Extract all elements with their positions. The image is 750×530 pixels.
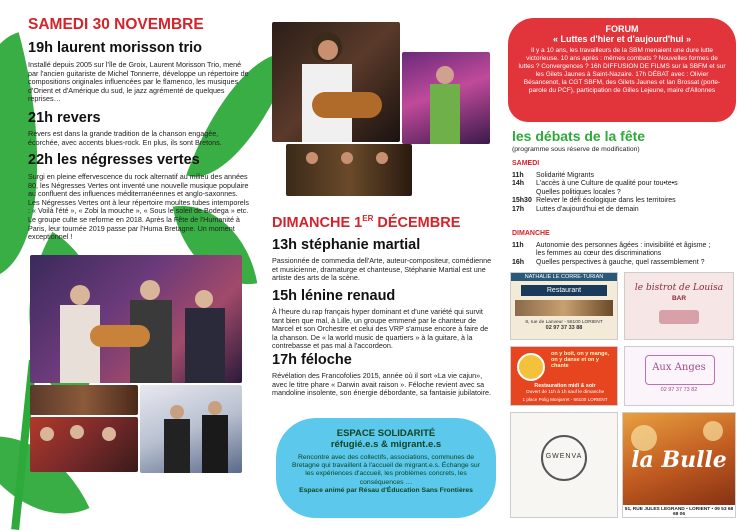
forum-kicker: FORUM (605, 24, 639, 34)
debats-samedi-label: SAMEDI (512, 160, 540, 167)
photo-negresses-vertes-stage (140, 385, 242, 473)
act-description: Révélation des Francofolies 2015, année où il sort «La vie cajun», avec le titre phare « Darwin avait raison ». Féloche revient avec sa mandoline insolente, son énergie débordante, sa fantaisie jubilatoire. (272, 371, 491, 398)
act-description: À l'heure du rap français hyper dominant et d'une variété qui survit tant bien que mal, à Lille, un groupe emmené par le chanteur de Marcel et son Orchestre et celui des VRP s'amuse encore à faire de la chanson. De « la world music de quartiers » à la guitare, à la contrebasse et pas mal à l'accordeon. (272, 307, 489, 351)
act-title: 15h lénine renaud (272, 288, 396, 304)
photo-lenine-renaud (286, 144, 412, 196)
debats-subtitle: (programme sous réserve de modification) (512, 146, 640, 153)
ad-bistrot-de-louisa: le bistrot de Louisa BAR (624, 272, 734, 340)
forum-title: « Luttes d'hier et d'aujourd'hui » (553, 34, 691, 44)
debat-row: 14h L'accès à une Culture de qualité pour tou•te•s (512, 180, 678, 188)
debat-row: les femmes au cœur des discriminations (536, 250, 662, 258)
act-description: Installé depuis 2005 sur l'île de Groix, Laurent Morisson Trio, mené par l'ancien guitariste de Michel Tonnerre, développe un répertoire de compositions originales influencées par le flamenco, les musiques d'Orient et d'Amérique du sud, le jazz agrémenté de quelques reprises… (28, 60, 249, 104)
debat-row: 11h Autonomie des personnes âgées : invisibilité et âgisme ; (512, 242, 711, 249)
ad-la-bulle: la Bulle 51, RUE JULES LEGRAND • LORIENT • 09 53 68 68 06 (622, 412, 736, 518)
day-title-sunday: DIMANCHE 1ER DÉCEMBRE (272, 214, 461, 231)
act-title: 13h stéphanie martial (272, 237, 421, 253)
act-title: 19h laurent morisson trio (28, 40, 203, 56)
debats-samedi-list (512, 172, 736, 214)
debat-row: 15h30 Relever le défi écologique dans les territoires (512, 197, 676, 205)
debat-row: 17h Luttes d'aujourd'hui et de demain (512, 205, 639, 213)
solidarite-text: Rencontre avec des collectifs, associations, communes de Bretagne qui travaillent à l'accueil de migrant.e.s. Échange sur les expériences d'accueil, les problèmes concrets, les conséquences … (292, 454, 480, 486)
ad-aux-anges: Aux Anges 02 97 37 73 82 (624, 346, 734, 406)
debats-dimanche-label: DIMANCHE (512, 230, 550, 237)
solidarite-title: ESPACE SOLIDARITÉ (336, 428, 436, 439)
act-title: 21h revers (28, 110, 101, 126)
photo-stephanie-martial-guitarist (272, 22, 400, 142)
solidarite-subtitle: réfugié.e.s & migrant.e.s (330, 439, 442, 450)
debat-row: 16h Quelles perspectives à gauche, quel rassemblement ? (512, 258, 705, 266)
forum-text: Il y a 10 ans, les travailleurs de la SBM menaient une dure lutte victorieuse. 10 ans après : mêmes combats ? Nouvelles formes de luttes ? Convergences ? 16h DIFFUSION DE FILMS sur la SBFM et sur les Gilets Jaunes à Saint-Nazaire. 17h DÉBAT avec : Olivier Bésancenot, la CGT SBFM, des Gilets Jaunes et Ian Brossat (porte-parole du PCF), participation de Gilles Lejeune, maire d'Allonnes (518, 47, 726, 94)
debats-dimanche-list (512, 242, 736, 267)
ad-bar-polig-monjarret: on y boit, on y mange, on y danse et on y chante Restauration midi & soir Ouvert de 11h à 1h sauf le dimanche 1 place Polig Monjarret - 56100 LORIENT (510, 346, 618, 406)
act-title: 17h féloche (272, 352, 352, 368)
debats-title: les débats de la fête (512, 128, 646, 144)
act-description: Surgi en pleine effervescence du rock alternatif au milieu des années 80, les Négresses Vertes ont inventé une nouvelle musique populaire au confluent des influences méditerranéennes et anglo-saxonnes. Les Négresses Vertes ont à leur répertoire moultes tubes intemporels : « Voilà l'été », « Zobi la mouche », « Sous le soleil de Bodega » etc. Le groupe culte se reforme en 2018. Après la Fête de l'Humanité à Paris, leur tournée 2019 passe par l'Huma Bretagne. Un moment exceptionnel ! (28, 172, 249, 242)
photo-laurent-morisson-trio (30, 255, 242, 383)
ad-restaurant-le-corre: NATHALIE LE CORRE-TURIAN Restaurant 8, rue de Lanveur - 56100 LORIENT 02 97 37 33 88 (510, 272, 618, 340)
day-title-saturday: SAMEDI 30 NOVEMBRE (28, 16, 204, 33)
act-description: Passionnée de commedia dell'Arte, auteur-compositeur, comédienne et musicienne, dramaturge et chanteuse, Stéphanie Martial est une artiste des arts de la scène. (272, 256, 492, 283)
ad-gwenva: GWENVA (510, 412, 618, 518)
photo-negresses-vertes-group (30, 417, 138, 472)
act-description: Revers est dans la grande tradition de la chanson engagée, écorchée, avec accents blues-rock. En plus, ils sont Bretons. (28, 129, 222, 147)
espace-solidarite-box (276, 418, 496, 518)
act-title: 22h les négresses vertes (28, 152, 200, 168)
solidarite-credit: Espace animé par Résau d'Éducation Sans Frontières (299, 486, 473, 494)
photo-feloche-stage (402, 52, 490, 144)
debat-row: Quelles politiques locales ? (536, 188, 621, 196)
debat-row: 11h Solidarité Migrants (512, 172, 594, 179)
forum-box (508, 18, 736, 122)
photo-revers (30, 385, 138, 415)
